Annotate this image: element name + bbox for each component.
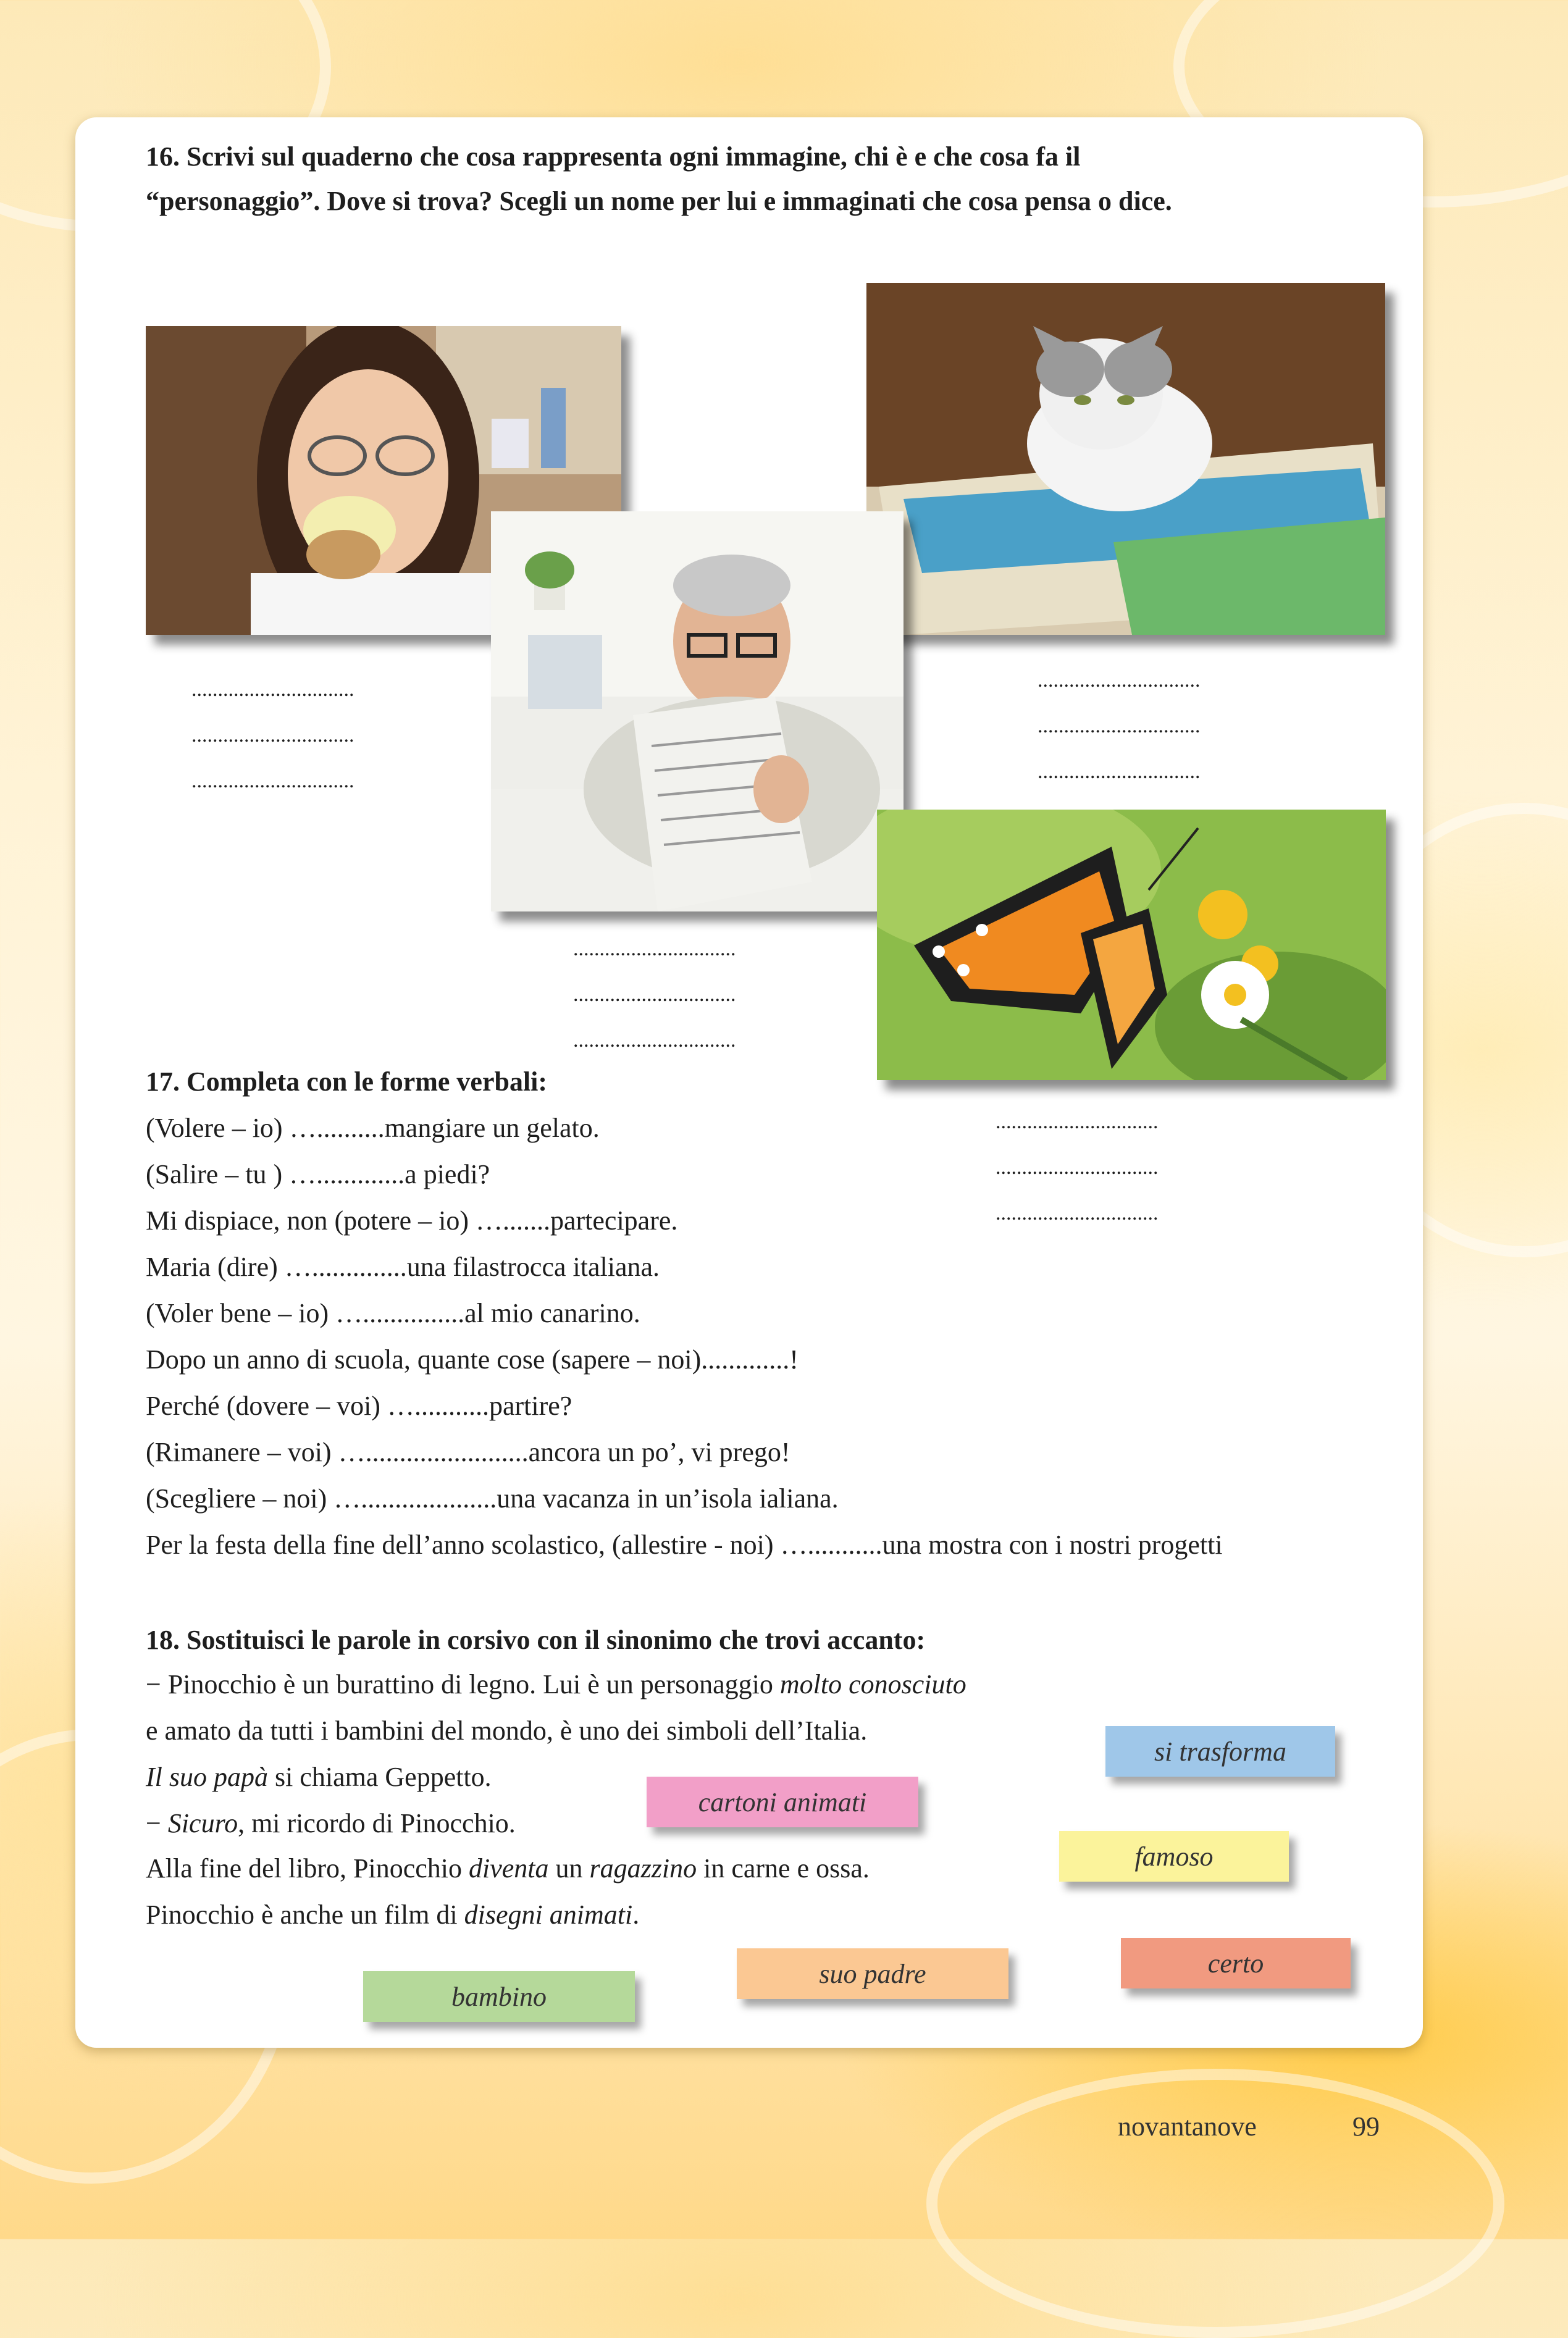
exercise-18-line-1 <box>146 1669 966 1700</box>
text-segment: − Pinocchio è un burattino di legno. Lui è un personaggio <box>146 1669 780 1699</box>
answer-lines-girl <box>191 667 354 804</box>
italic-word: molto conosciuto <box>779 1669 966 1699</box>
answer-line[interactable]: ............................... <box>191 724 354 747</box>
answer-line[interactable]: ............................... <box>573 983 736 1006</box>
exercise-18-line-5 <box>146 1853 870 1884</box>
exercise-17-line: Perché (dovere – voi) …...........partire? <box>146 1391 572 1421</box>
text-segment: − <box>146 1808 168 1838</box>
exercise-18-line-3 <box>146 1761 492 1793</box>
answer-lines-cat <box>1038 658 1201 795</box>
exercise-18-line-6 <box>146 1899 639 1930</box>
photo-butterfly-on-flower <box>877 810 1386 1080</box>
exercise-17-line: Dopo un anno di scuola, quante cose (sapere – noi).............! <box>146 1344 799 1375</box>
text-segment: , mi ricordo di Pinocchio. <box>238 1808 516 1838</box>
answer-lines-man <box>573 926 736 1063</box>
page-number-word: novantanove <box>1118 2111 1257 2142</box>
exercise-17-line: (Voler bene – io) …...............al mio canarino. <box>146 1298 640 1328</box>
exercise-16-instruction-line-1: 16. Scrivi sul quaderno che cosa rappresenta ogni immagine, chi è e che cosa fa il <box>146 141 1081 172</box>
answer-line[interactable]: ............................... <box>191 769 354 792</box>
answer-line[interactable]: ............................... <box>1038 760 1201 783</box>
exercise-17-line: Mi dispiace, non (potere – io) ….......partecipare. <box>146 1205 678 1236</box>
answer-line[interactable]: ............................... <box>573 1029 736 1052</box>
text-segment: un <box>548 1853 590 1883</box>
answer-line[interactable]: ............................... <box>1038 669 1201 692</box>
exercise-17-line: (Salire – tu ) ….............a piedi? <box>146 1159 490 1189</box>
exercise-17-line: (Scegliere – noi) …....................una vacanza in un’isola ialiana. <box>146 1483 839 1514</box>
photo-man-reading-newspaper <box>491 511 903 911</box>
text-segment: Alla fine del libro, Pinocchio <box>146 1853 469 1883</box>
answer-line[interactable]: ............................... <box>191 678 354 701</box>
photo-cat-on-books <box>866 283 1385 635</box>
italic-word: ragazzino <box>589 1853 697 1883</box>
italic-word: Sicuro <box>167 1808 238 1838</box>
exercise-17-line: Per la festa della fine dell’anno scolastico, (allestire - noi) …...........una mostra con i nostri progetti <box>146 1530 1223 1560</box>
synonym-tag-famoso[interactable]: famoso <box>1059 1831 1289 1882</box>
synonym-tag-cartoni-animati[interactable]: cartoni animati <box>647 1777 918 1827</box>
synonym-tag-suo-padre[interactable]: suo padre <box>737 1948 1008 1999</box>
italic-word: disegni animati <box>464 1900 633 1930</box>
exercise-18-line-2: e amato da tutti i bambini del mondo, è uno dei simboli dell’Italia. <box>146 1716 868 1746</box>
text-segment: Pinocchio è anche un film di <box>146 1900 464 1930</box>
exercise-16-instruction-line-2: “personaggio”. Dove si trova? Scegli un nome per lui e immaginati che cosa pensa o dice. <box>146 186 1172 216</box>
background-swirl <box>926 2069 1504 2338</box>
exercise-17-line: (Rimanere – voi) …........................ancora un po’, vi prego! <box>146 1437 790 1467</box>
exercise-18-title: 18. Sostituisci le parole in corsivo con il sinonimo che trovi accanto: <box>146 1625 926 1655</box>
text-segment: si chiama Geppetto. <box>268 1762 492 1792</box>
answer-line[interactable]: ............................... <box>1038 714 1201 737</box>
synonym-tag-bambino[interactable]: bambino <box>363 1971 635 2022</box>
answer-line[interactable]: ............................... <box>996 1156 1159 1179</box>
answer-line[interactable]: ............................... <box>996 1110 1159 1133</box>
italic-word: diventa <box>469 1853 549 1883</box>
page-number: 99 <box>1352 2111 1380 2142</box>
answer-line[interactable]: ............................... <box>573 937 736 960</box>
text-segment: . <box>632 1900 640 1930</box>
exercise-18-line-4 <box>146 1808 516 1839</box>
exercise-17-title: 17. Completa con le forme verbali: <box>146 1066 548 1097</box>
answer-line[interactable]: ............................... <box>996 1202 1159 1225</box>
synonym-tag-si-trasforma[interactable]: si trasforma <box>1105 1726 1335 1777</box>
answer-lines-butterfly <box>996 1099 1159 1236</box>
exercise-17-line: Maria (dire) …..............una filastrocca italiana. <box>146 1252 660 1282</box>
exercise-17-line: (Volere – io) …..........mangiare un gelato. <box>146 1113 600 1143</box>
synonym-tag-certo[interactable]: certo <box>1121 1938 1351 1988</box>
italic-word: Il suo papà <box>146 1762 268 1792</box>
text-segment: in carne e ossa. <box>697 1853 870 1883</box>
